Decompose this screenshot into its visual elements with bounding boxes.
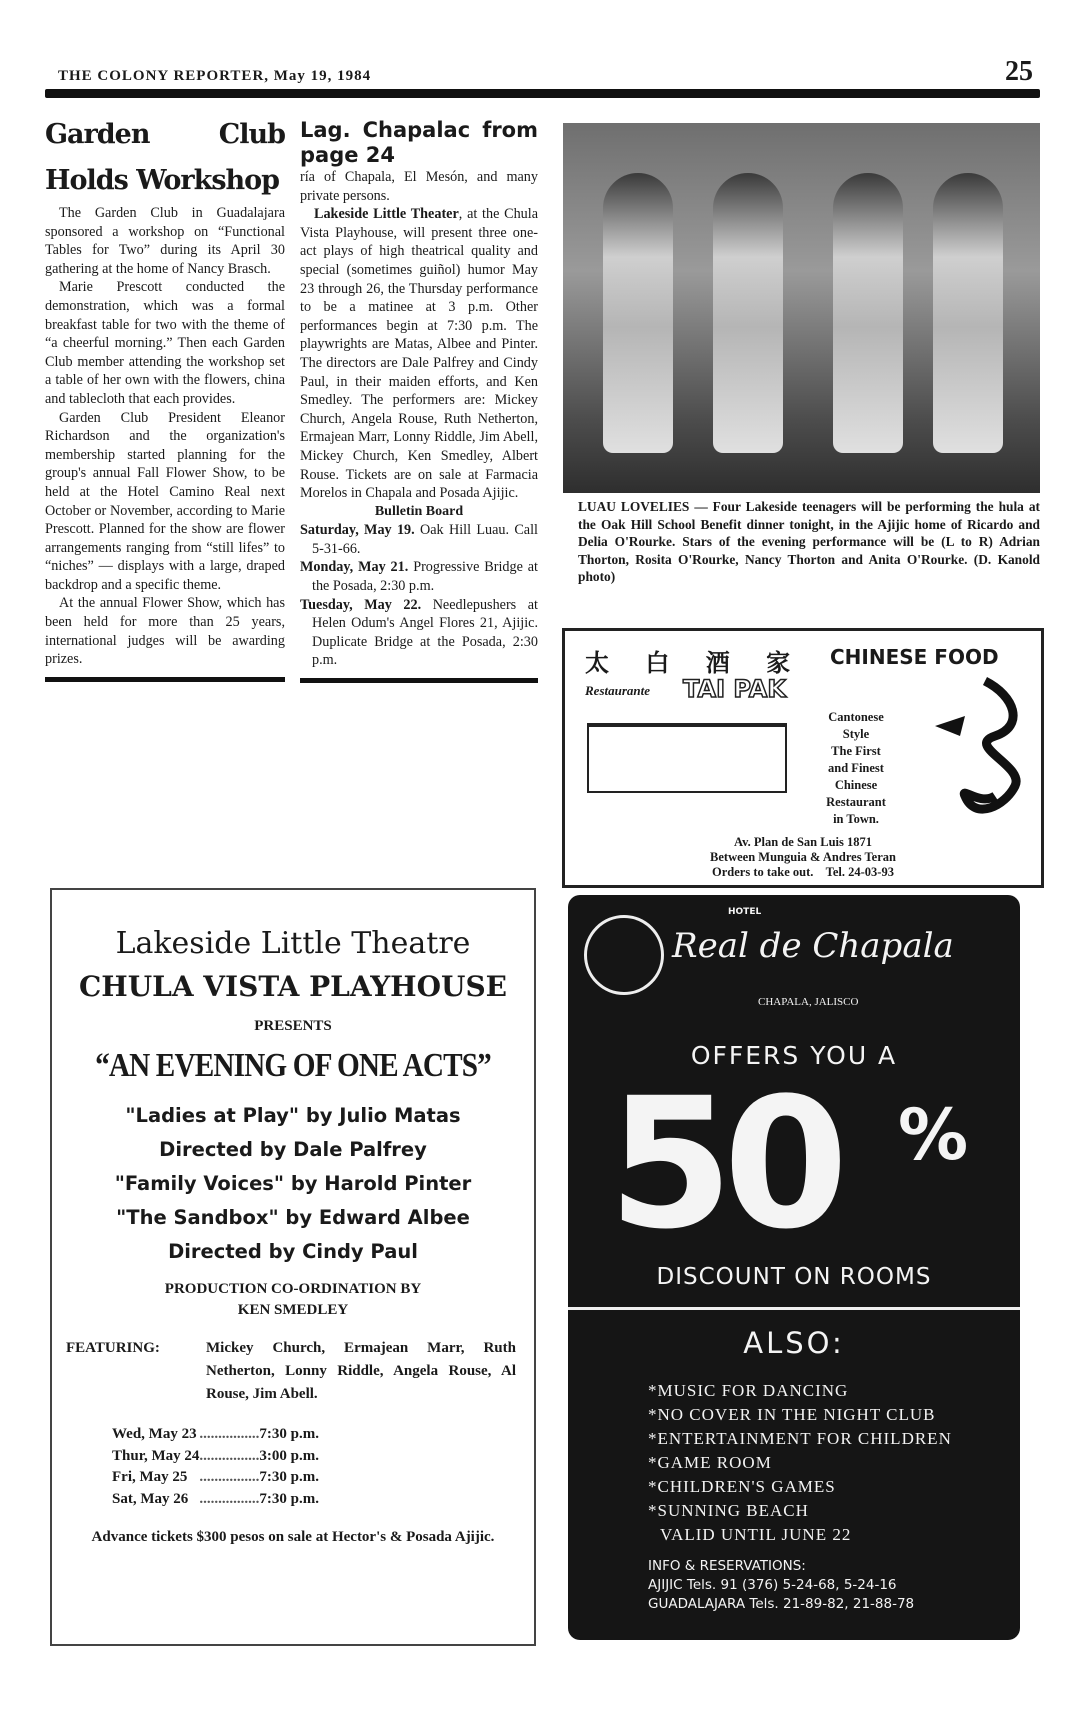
bulletin-text: Oak Hill Luau. Call 5-31-66. (312, 522, 538, 557)
dancer-figure (713, 173, 783, 453)
column-rule (300, 678, 538, 683)
schedule-day: Fri, May 25 (112, 1469, 188, 1485)
bulletin-date: Saturday, May 19. (300, 522, 415, 539)
schedule-time: 7:30 p.m. (259, 1490, 319, 1507)
info-line: AJIJIC Tels. 91 (376) 5-24-68, 5-24-16 (648, 1577, 897, 1593)
bulletin-date: Tuesday, May 22. (300, 596, 422, 613)
amenity-item: *CHILDREN'S GAMES (648, 1477, 836, 1496)
address-line: Av. Plan de San Luis 1871 (733, 835, 872, 849)
masthead: THE COLONY REPORTER, May 19, 1984 (58, 68, 372, 84)
ad-divider (568, 1307, 1020, 1310)
leader-dots: ................ (199, 1490, 260, 1507)
schedule-time: 7:30 p.m. (259, 1426, 319, 1442)
blurb-line: Restaurant (826, 795, 886, 809)
chapala-article (300, 118, 538, 683)
dancer-figure (833, 173, 903, 453)
amenity-item: *ENTERTAINMENT FOR CHILDREN (648, 1429, 952, 1448)
blurb-line: Chinese (834, 778, 878, 792)
featuring-names: Mickey Church, Ermajean Marr, Ruth Netherton, Lonny Riddle, Angela Rouse, Al Rouse, Jim Abell. (206, 1340, 516, 1402)
production-credit (52, 1279, 534, 1321)
bulletin-title: Bulletin Board (374, 503, 464, 519)
amenities-list (648, 1379, 952, 1547)
dragon-illustration (925, 676, 1035, 826)
page-number: 25 (1005, 56, 1033, 87)
column-rule (45, 677, 285, 682)
amenity-item: *MUSIC FOR DANCING (648, 1381, 849, 1400)
play-line: Directed by Cindy Paul (168, 1240, 418, 1263)
show-title: “AN EVENING OF ONE ACTS” (95, 1047, 491, 1084)
restaurant-name: TAI PAK (683, 675, 786, 703)
ad-address (565, 835, 1041, 880)
schedule-day: Wed, May 23 (112, 1426, 197, 1442)
bulletin-item (300, 521, 538, 558)
bulletin-text: Needlepushers at Helen Odum's Angel Flores 21, Ajijic. Duplicate Bridge at the Posada, 2:30 p.m. (312, 596, 538, 669)
schedule-time: 3:00 p.m. (259, 1447, 319, 1464)
schedule-table (112, 1424, 319, 1510)
article-paragraph: The Garden Club in Guadalajara sponsored a workshop on “Functional Tables for Two” during its April 30 gathering at the home of Nancy Brasch. (45, 205, 285, 277)
caption-text: — Four Lakeside teenagers will be performing the hula at the Oak Hill School Benefit dinner tonight, in the Ajijic home of Ricardo and Delia O'Rourke. Stars of the evening performance will be (L to R) Adrian Thorton, Rosita O'Rourke, Nancy Thorton and Anita O'Rourke. (D. Kanold photo) (578, 499, 1040, 584)
venue-name: CHULA VISTA PLAYHOUSE (78, 970, 508, 1003)
hotel-ad (568, 895, 1020, 1640)
discount-number: 50 (608, 1060, 839, 1269)
schedule-day: Thur, May 24 (112, 1447, 200, 1464)
restaurant-building-illustration (587, 723, 787, 793)
discount-text: DISCOUNT ON ROOMS (656, 1264, 932, 1290)
photo-caption (578, 498, 1040, 586)
amenity-item: *SUNNING BEACH (648, 1501, 809, 1520)
presents-label: PRESENTS (254, 1018, 332, 1034)
bulletin-item (300, 558, 538, 595)
theatre-ad (50, 888, 536, 1646)
leader-dots: ................ (199, 1447, 260, 1464)
validity-note: VALID UNTIL JUNE 22 (660, 1525, 852, 1544)
also-heading: ALSO: (743, 1326, 845, 1360)
ad-headline: CHINESE FOOD (830, 645, 999, 669)
blurb-line: Style (842, 727, 870, 741)
blurb-line: The First (831, 744, 881, 758)
play-line: "Ladies at Play" by Julio Matas (125, 1104, 461, 1127)
address-line: Orders to take out. Tel. 24-03-93 (712, 865, 894, 879)
article-paragraph (300, 205, 538, 503)
theatre-logo: Lakeside Little Theatre (115, 926, 471, 961)
ad-blurb (810, 709, 902, 828)
schedule-day: Sat, May 26 (112, 1490, 189, 1507)
amenity-item: *GAME ROOM (648, 1453, 772, 1472)
article-headline: Lag. Chapalac from page 24 (300, 118, 538, 167)
luau-photo (563, 123, 1040, 493)
blurb-line: and Finest (828, 761, 884, 775)
schedule-row (112, 1467, 319, 1489)
bulletin-item (300, 596, 538, 670)
featuring-label: FEATURING: (66, 1340, 160, 1356)
caption-lead: LUAU LOVELIES (578, 499, 690, 514)
schedule-row (112, 1446, 319, 1468)
play-line: Directed by Dale Palfrey (159, 1138, 427, 1161)
blurb-line: in Town. (833, 812, 879, 826)
garden-club-article (45, 112, 285, 682)
play-list (52, 1099, 534, 1269)
bulletin-text: Progressive Bridge at the Posada, 2:30 p.m. (312, 559, 539, 595)
schedule-time: 7:30 p.m. (259, 1469, 319, 1485)
address-line: Between Munguia & Andres Teran (710, 850, 896, 864)
restaurante-label: Restaurante (585, 683, 651, 698)
reservation-info (648, 1557, 914, 1614)
play-line: "Family Voices" by Harold Pinter (114, 1172, 472, 1195)
theater-lead: Lakeside Little Theater (314, 206, 459, 223)
info-line: INFO & RESERVATIONS: (648, 1558, 806, 1574)
amenity-item: *NO COVER IN THE NIGHT CLUB (648, 1405, 936, 1424)
article-paragraph: At the annual Flower Show, which has been held for more than 25 years, international judges will be awarding prizes. (45, 595, 285, 668)
hotel-city: CHAPALA, JALISCO (758, 996, 859, 1008)
hotel-name: Real de Chapala (672, 926, 954, 966)
offers-text: OFFERS YOU A (690, 1041, 898, 1070)
production-line: KEN SMEDLEY (237, 1302, 349, 1318)
header-rule (45, 89, 1040, 98)
blurb-line: Cantonese (828, 710, 884, 724)
bulletin-date: Monday, May 21. (300, 559, 409, 576)
featuring (66, 1337, 516, 1406)
dancer-figure (933, 173, 1003, 453)
article-headline: Garden Club Holds Workshop (45, 119, 285, 196)
article-paragraph: Garden Club President Eleanor Richardson and the organization's membership started planning for the group's annual Fall Flower Show, to be held at the Hotel Camino Real next October or November, according to Marie Prescott. Planned for the show are flower arrangements ranging from “still lifes” to “niches” — displays with a large, draped backdrop and a specific theme. (45, 409, 285, 593)
hotel-label: HOTEL (728, 907, 762, 917)
leader-dots: ................ (199, 1469, 260, 1485)
article-paragraph: Marie Prescott conducted the demonstration, which was a formal breakfast table for two with the theme of “a cheerful morning.” Then each Garden Club member attending the workshop set a table of her own with the flowers, china and tablecloth that each provides. (45, 279, 285, 407)
leader-dots: ................ (199, 1426, 260, 1442)
chinese-food-ad (562, 628, 1044, 888)
article-paragraph: ría of Chapala, El Mesón, and many private persons. (300, 169, 538, 204)
bulletin-board (300, 503, 538, 670)
schedule-row (112, 1489, 319, 1511)
schedule-row (112, 1424, 319, 1446)
advance-tickets: Advance tickets $300 pesos on sale at Hector's & Posada Ajijic. (91, 1529, 495, 1545)
theater-text: , at the Chula Vista Playhouse, will present three one-act plays of high theatrical quality and special (sometimes guiñol) humor May 23 through 26, the Thursday performance to be a matinee at 3 p.m. Other performances begin at 7:30 p.m. The playwrights are Matas, Albee and Pinter. The directors are Dale Palfrey and Cindy Paul, in their maiden efforts, and Ken Smedley. The performers are: Mickey Church, Angela Rouse, Ruth Netherton, Ermajean Marr, Lonny Riddle, Jim Abell, Mickey Church, Ken Smedley, Albert Rouse. Tickets are on sale at Farmacia Morelos in Chapala and Posada Ajijic. (300, 206, 539, 502)
dancer-figure (603, 173, 673, 453)
chinese-characters: 太 白 酒 家 (585, 649, 791, 677)
play-line: "The Sandbox" by Edward Albee (116, 1206, 470, 1229)
production-line: PRODUCTION CO-ORDINATION BY (164, 1281, 422, 1297)
percent-sign: % (898, 1094, 969, 1176)
info-line: GUADALAJARA Tels. 21-89-82, 21-88-78 (648, 1596, 915, 1612)
hotel-logo-icon (584, 915, 664, 995)
